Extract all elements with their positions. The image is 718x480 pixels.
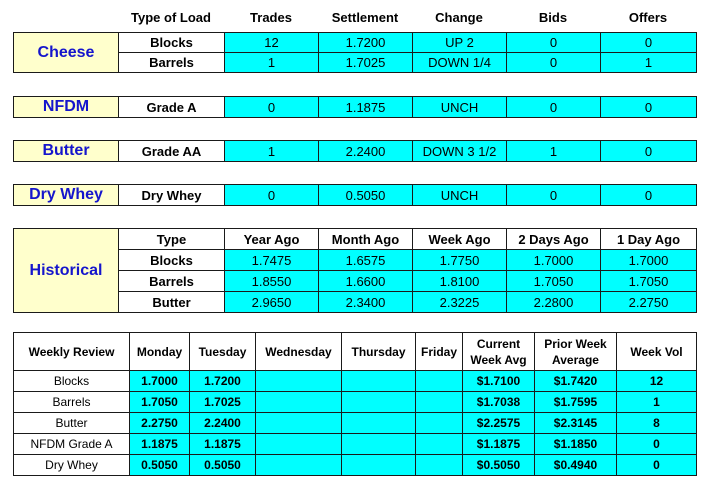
weekly-cell: Blocks <box>14 371 130 392</box>
col-header-trades: Trades <box>250 10 292 25</box>
historical-cell: Butter <box>119 292 225 313</box>
weekly-review-table <box>13 332 697 476</box>
weekly-cell: 1.7200 <box>190 371 256 392</box>
nfdm-label: NFDM <box>14 97 119 118</box>
weekly-cell: 2.2750 <box>130 413 190 434</box>
weekly-cell: 1.1875 <box>190 434 256 455</box>
col-header-type-of-load: Type of Load <box>131 10 211 25</box>
weekly-cell: 0 <box>617 434 697 455</box>
weekly-cell: 1.7050 <box>130 392 190 413</box>
historical-table <box>13 228 697 313</box>
weekly-cell <box>342 371 416 392</box>
butter-row <box>14 141 697 162</box>
whey-type: Dry Whey <box>119 185 225 206</box>
whey-settlement: 0.5050 <box>319 185 413 206</box>
weekly-row-dry-whey <box>14 455 697 476</box>
weekly-cell <box>416 371 463 392</box>
historical-cell: 1.6600 <box>319 271 413 292</box>
weekly-cell <box>342 434 416 455</box>
weekly-col-prior-line1: Prior Week <box>544 336 607 351</box>
historical-cell: 1.6575 <box>319 250 413 271</box>
whey-change: UNCH <box>413 185 507 206</box>
butter-label: Butter <box>14 141 119 162</box>
weekly-col-current-week-avg <box>463 333 535 371</box>
butter-trades: 1 <box>225 141 319 162</box>
historical-cell: 1.7050 <box>601 271 697 292</box>
weekly-col-current-line1: Current <box>476 336 521 351</box>
cheese-barrels-type: Barrels <box>119 53 225 73</box>
weekly-cell: 1.1875 <box>130 434 190 455</box>
weekly-cell <box>416 392 463 413</box>
cheese-blocks-type: Blocks <box>119 33 225 53</box>
cheese-blocks-bids: 0 <box>507 33 601 53</box>
weekly-cell <box>256 371 342 392</box>
weekly-col-week-vol: Week Vol <box>617 333 697 371</box>
whey-bids: 0 <box>507 185 601 206</box>
cheese-barrels-trades: 1 <box>225 53 319 73</box>
nfdm-change: UNCH <box>413 97 507 118</box>
weekly-cell: Dry Whey <box>14 455 130 476</box>
weekly-cell: Barrels <box>14 392 130 413</box>
weekly-cell: 12 <box>617 371 697 392</box>
weekly-cell: NFDM Grade A <box>14 434 130 455</box>
historical-cell: 2.3400 <box>319 292 413 313</box>
butter-change: DOWN 3 1/2 <box>413 141 507 162</box>
weekly-cell: 1.7000 <box>130 371 190 392</box>
weekly-cell: $0.4940 <box>535 455 617 476</box>
weekly-cell <box>256 392 342 413</box>
historical-cell: 1.7050 <box>507 271 601 292</box>
weekly-cell: $1.7100 <box>463 371 535 392</box>
weekly-cell <box>342 392 416 413</box>
weekly-cell: $1.7420 <box>535 371 617 392</box>
col-header-bids: Bids <box>538 10 568 25</box>
weekly-cell: 0 <box>617 455 697 476</box>
weekly-cell: $2.2575 <box>463 413 535 434</box>
butter-table <box>13 140 697 162</box>
historical-cell: 1.7000 <box>601 250 697 271</box>
weekly-cell <box>342 455 416 476</box>
weekly-cell: $1.1850 <box>535 434 617 455</box>
butter-offers: 0 <box>601 141 697 162</box>
cheese-label: Cheese <box>14 33 119 73</box>
butter-bids: 1 <box>507 141 601 162</box>
weekly-col-prior-line2: Average <box>552 352 599 367</box>
weekly-cell: $1.7038 <box>463 392 535 413</box>
weekly-row-blocks <box>14 371 697 392</box>
whey-table <box>13 184 697 206</box>
cheese-barrels-offers: 1 <box>601 53 697 73</box>
weekly-row-butter <box>14 413 697 434</box>
weekly-row-nfdm-grade-a <box>14 434 697 455</box>
weekly-col-current-line2: Week Avg <box>470 352 527 367</box>
whey-offers: 0 <box>601 185 697 206</box>
historical-label: Historical <box>14 229 119 313</box>
cheese-barrels-change: DOWN 1/4 <box>413 53 507 73</box>
butter-settlement: 2.2400 <box>319 141 413 162</box>
weekly-col-tuesday: Tuesday <box>190 333 256 371</box>
weekly-cell: $1.1875 <box>463 434 535 455</box>
weekly-cell <box>256 455 342 476</box>
weekly-col-title: Weekly Review <box>14 333 130 371</box>
cheese-blocks-offers: 0 <box>601 33 697 53</box>
weekly-cell <box>342 413 416 434</box>
historical-cell: 1.7000 <box>507 250 601 271</box>
nfdm-row <box>14 97 697 118</box>
weekly-cell: $0.5050 <box>463 455 535 476</box>
weekly-cell: 8 <box>617 413 697 434</box>
historical-col-year-ago: Year Ago <box>225 229 319 250</box>
weekly-cell <box>416 413 463 434</box>
cheese-table <box>13 32 697 73</box>
historical-cell: Barrels <box>119 271 225 292</box>
weekly-header-row <box>14 333 697 371</box>
weekly-cell: 1.7025 <box>190 392 256 413</box>
weekly-col-prior-week-average <box>535 333 617 371</box>
weekly-cell: $2.3145 <box>535 413 617 434</box>
historical-cell: 2.9650 <box>225 292 319 313</box>
historical-col-week-ago: Week Ago <box>413 229 507 250</box>
weekly-col-friday: Friday <box>416 333 463 371</box>
historical-cell: Blocks <box>119 250 225 271</box>
weekly-cell: Butter <box>14 413 130 434</box>
nfdm-trades: 0 <box>225 97 319 118</box>
weekly-col-monday: Monday <box>130 333 190 371</box>
weekly-cell <box>256 434 342 455</box>
weekly-cell: 1 <box>617 392 697 413</box>
historical-cell: 2.2750 <box>601 292 697 313</box>
cheese-blocks-trades: 12 <box>225 33 319 53</box>
weekly-cell <box>416 455 463 476</box>
cheese-blocks-settlement: 1.7200 <box>319 33 413 53</box>
col-header-change: Change <box>435 10 483 25</box>
cheese-barrels-bids: 0 <box>507 53 601 73</box>
col-header-offers: Offers <box>628 10 668 25</box>
cheese-barrels-settlement: 1.7025 <box>319 53 413 73</box>
weekly-cell <box>256 413 342 434</box>
weekly-cell: 0.5050 <box>190 455 256 476</box>
historical-col-month-ago: Month Ago <box>319 229 413 250</box>
historical-col-1-day-ago: 1 Day Ago <box>601 229 697 250</box>
nfdm-bids: 0 <box>507 97 601 118</box>
butter-type: Grade AA <box>119 141 225 162</box>
historical-cell: 1.7750 <box>413 250 507 271</box>
historical-cell: 1.8100 <box>413 271 507 292</box>
whey-trades: 0 <box>225 185 319 206</box>
weekly-cell: $1.7595 <box>535 392 617 413</box>
whey-row <box>14 185 697 206</box>
historical-col-type: Type <box>119 229 225 250</box>
historical-cell: 2.2800 <box>507 292 601 313</box>
nfdm-offers: 0 <box>601 97 697 118</box>
historical-cell: 1.7475 <box>225 250 319 271</box>
weekly-cell: 2.2400 <box>190 413 256 434</box>
nfdm-table <box>13 96 697 118</box>
weekly-col-thursday: Thursday <box>342 333 416 371</box>
whey-label: Dry Whey <box>14 185 119 206</box>
nfdm-settlement: 1.1875 <box>319 97 413 118</box>
historical-cell: 2.3225 <box>413 292 507 313</box>
historical-header-row <box>14 229 697 250</box>
cheese-row-blocks <box>14 33 697 53</box>
historical-cell: 1.8550 <box>225 271 319 292</box>
weekly-row-barrels <box>14 392 697 413</box>
historical-col-2-days-ago: 2 Days Ago <box>507 229 601 250</box>
cheese-blocks-change: UP 2 <box>413 33 507 53</box>
weekly-cell: 0.5050 <box>130 455 190 476</box>
nfdm-type: Grade A <box>119 97 225 118</box>
weekly-col-wednesday: Wednesday <box>256 333 342 371</box>
col-header-settlement: Settlement <box>331 10 399 25</box>
weekly-cell <box>416 434 463 455</box>
